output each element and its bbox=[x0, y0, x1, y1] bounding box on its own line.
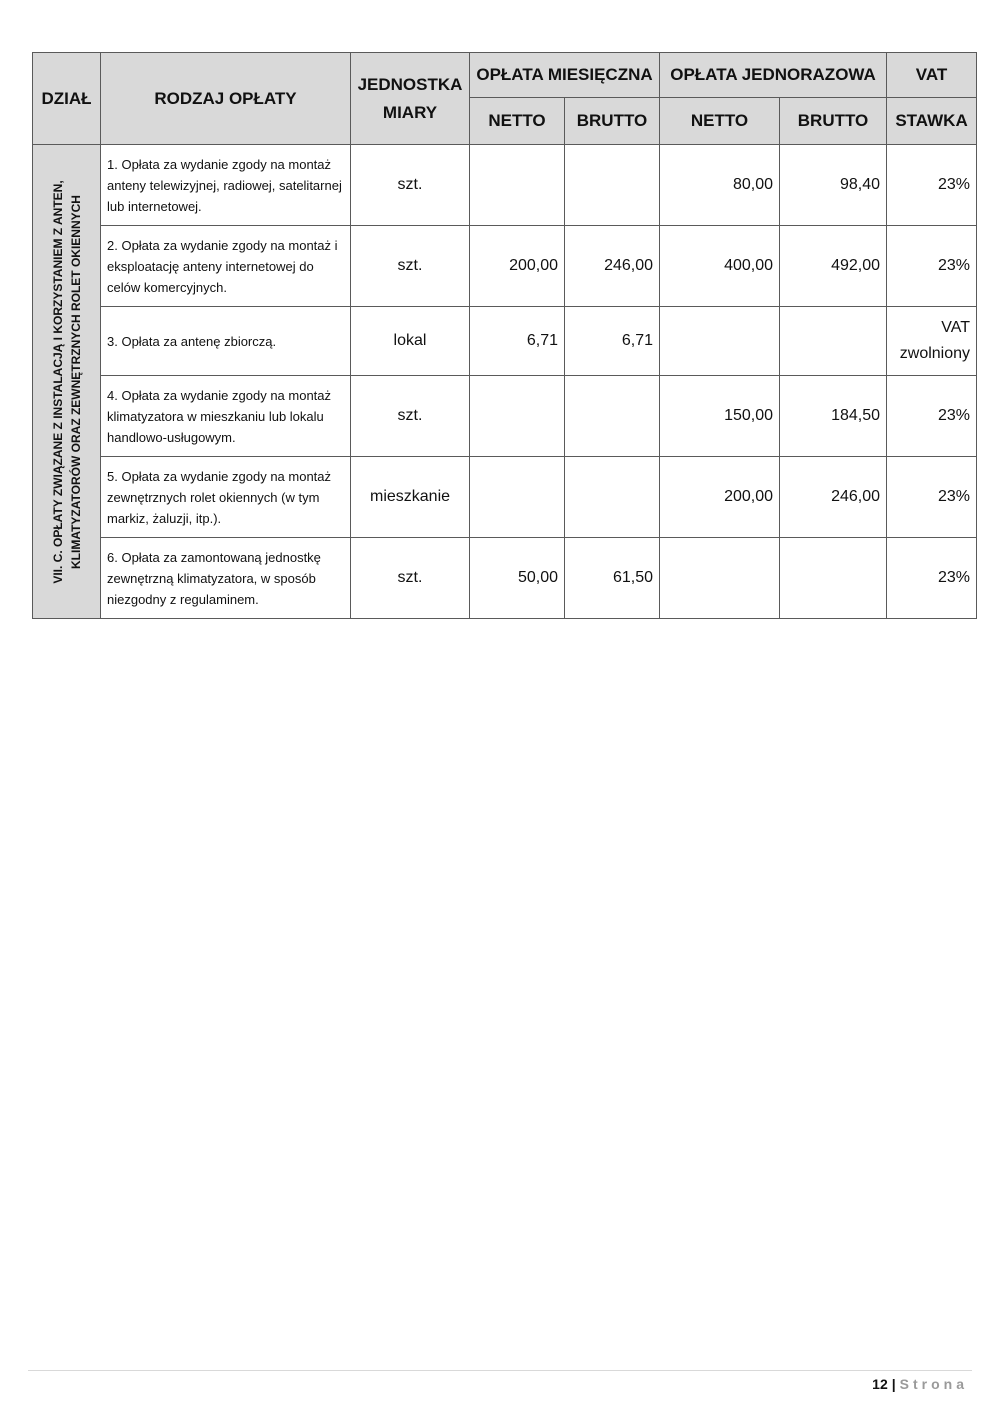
monthly-net bbox=[470, 145, 565, 226]
header-jednostka-miary: JEDNOSTKA MIARY bbox=[351, 53, 470, 145]
fee-description: 3. Opłata za antenę zbiorczą. bbox=[101, 307, 351, 376]
onetime-net: 400,00 bbox=[660, 226, 780, 307]
onetime-net bbox=[660, 538, 780, 619]
vat-rate: VAT zwolniony bbox=[887, 307, 977, 376]
fees-table bbox=[32, 52, 977, 619]
page-number: 12 bbox=[872, 1376, 888, 1392]
onetime-gross bbox=[780, 307, 887, 376]
fee-description: 4. Opłata za wydanie zgody na montaż klimatyzatora w mieszkaniu lub lokalu handlowo-usługowym. bbox=[101, 376, 351, 457]
fee-unit: mieszkanie bbox=[351, 457, 470, 538]
table-row bbox=[33, 376, 977, 457]
vat-rate: 23% bbox=[887, 226, 977, 307]
table-row bbox=[33, 538, 977, 619]
vat-rate: 23% bbox=[887, 538, 977, 619]
fee-unit: szt. bbox=[351, 145, 470, 226]
fee-unit: szt. bbox=[351, 538, 470, 619]
header-vat-stawka: STAWKA bbox=[887, 98, 977, 145]
monthly-gross: 6,71 bbox=[565, 307, 660, 376]
fee-description: 5. Opłata za wydanie zgody na montaż zewnętrznych rolet okiennych (w tym markiz, żaluzji, itp.). bbox=[101, 457, 351, 538]
monthly-net bbox=[470, 376, 565, 457]
monthly-gross bbox=[565, 376, 660, 457]
section-label: VII. C. OPŁATY ZWIĄZANE Z INSTALACJĄ I KORZYSTANIEM Z ANTEN, KLIMATYZATORÓW ORAZ ZEWNĘTRZNYCH ROLET OKIENNYCH bbox=[50, 179, 83, 584]
onetime-net: 200,00 bbox=[660, 457, 780, 538]
vat-rate: 23% bbox=[887, 457, 977, 538]
monthly-gross: 246,00 bbox=[565, 226, 660, 307]
onetime-net bbox=[660, 307, 780, 376]
header-oplata-jednorazowa: OPŁATA JEDNORAZOWA bbox=[660, 53, 887, 98]
header-miesieczna-netto: NETTO bbox=[470, 98, 565, 145]
header-jednorazowa-netto: NETTO bbox=[660, 98, 780, 145]
table-row bbox=[33, 226, 977, 307]
header-vat: VAT bbox=[887, 53, 977, 98]
monthly-net: 50,00 bbox=[470, 538, 565, 619]
header-dzial: DZIAŁ bbox=[33, 53, 101, 145]
fee-description: 6. Opłata za zamontowaną jednostkę zewnętrzną klimatyzatora, w sposób niezgodny z regulaminem. bbox=[101, 538, 351, 619]
table-row bbox=[33, 145, 977, 226]
header-jednorazowa-brutto: BRUTTO bbox=[780, 98, 887, 145]
onetime-gross: 184,50 bbox=[780, 376, 887, 457]
fee-description: 2. Opłata za wydanie zgody na montaż i eksploatację anteny internetowej do celów komercyjnych. bbox=[101, 226, 351, 307]
onetime-net: 80,00 bbox=[660, 145, 780, 226]
monthly-gross bbox=[565, 457, 660, 538]
header-oplata-miesieczna: OPŁATA MIESIĘCZNA bbox=[470, 53, 660, 98]
section-cell bbox=[33, 145, 101, 619]
monthly-gross: 61,50 bbox=[565, 538, 660, 619]
fee-unit: szt. bbox=[351, 376, 470, 457]
monthly-net: 200,00 bbox=[470, 226, 565, 307]
onetime-net: 150,00 bbox=[660, 376, 780, 457]
footer-separator: | bbox=[891, 1376, 896, 1392]
footer-divider bbox=[28, 1370, 972, 1371]
onetime-gross: 492,00 bbox=[780, 226, 887, 307]
vat-rate: 23% bbox=[887, 145, 977, 226]
fee-description: 1. Opłata za wydanie zgody na montaż anteny telewizyjnej, radiowej, satelitarnej lub internetowej. bbox=[101, 145, 351, 226]
monthly-net bbox=[470, 457, 565, 538]
page-word: Strona bbox=[899, 1376, 968, 1392]
fee-unit: szt. bbox=[351, 226, 470, 307]
monthly-gross bbox=[565, 145, 660, 226]
fee-unit: lokal bbox=[351, 307, 470, 376]
header-miesieczna-brutto: BRUTTO bbox=[565, 98, 660, 145]
onetime-gross: 246,00 bbox=[780, 457, 887, 538]
vat-rate: 23% bbox=[887, 376, 977, 457]
table-row bbox=[33, 457, 977, 538]
header-rodzaj-oplaty: RODZAJ OPŁATY bbox=[101, 53, 351, 145]
onetime-gross: 98,40 bbox=[780, 145, 887, 226]
table-row bbox=[33, 307, 977, 376]
page-footer bbox=[872, 1376, 968, 1392]
onetime-gross bbox=[780, 538, 887, 619]
monthly-net: 6,71 bbox=[470, 307, 565, 376]
